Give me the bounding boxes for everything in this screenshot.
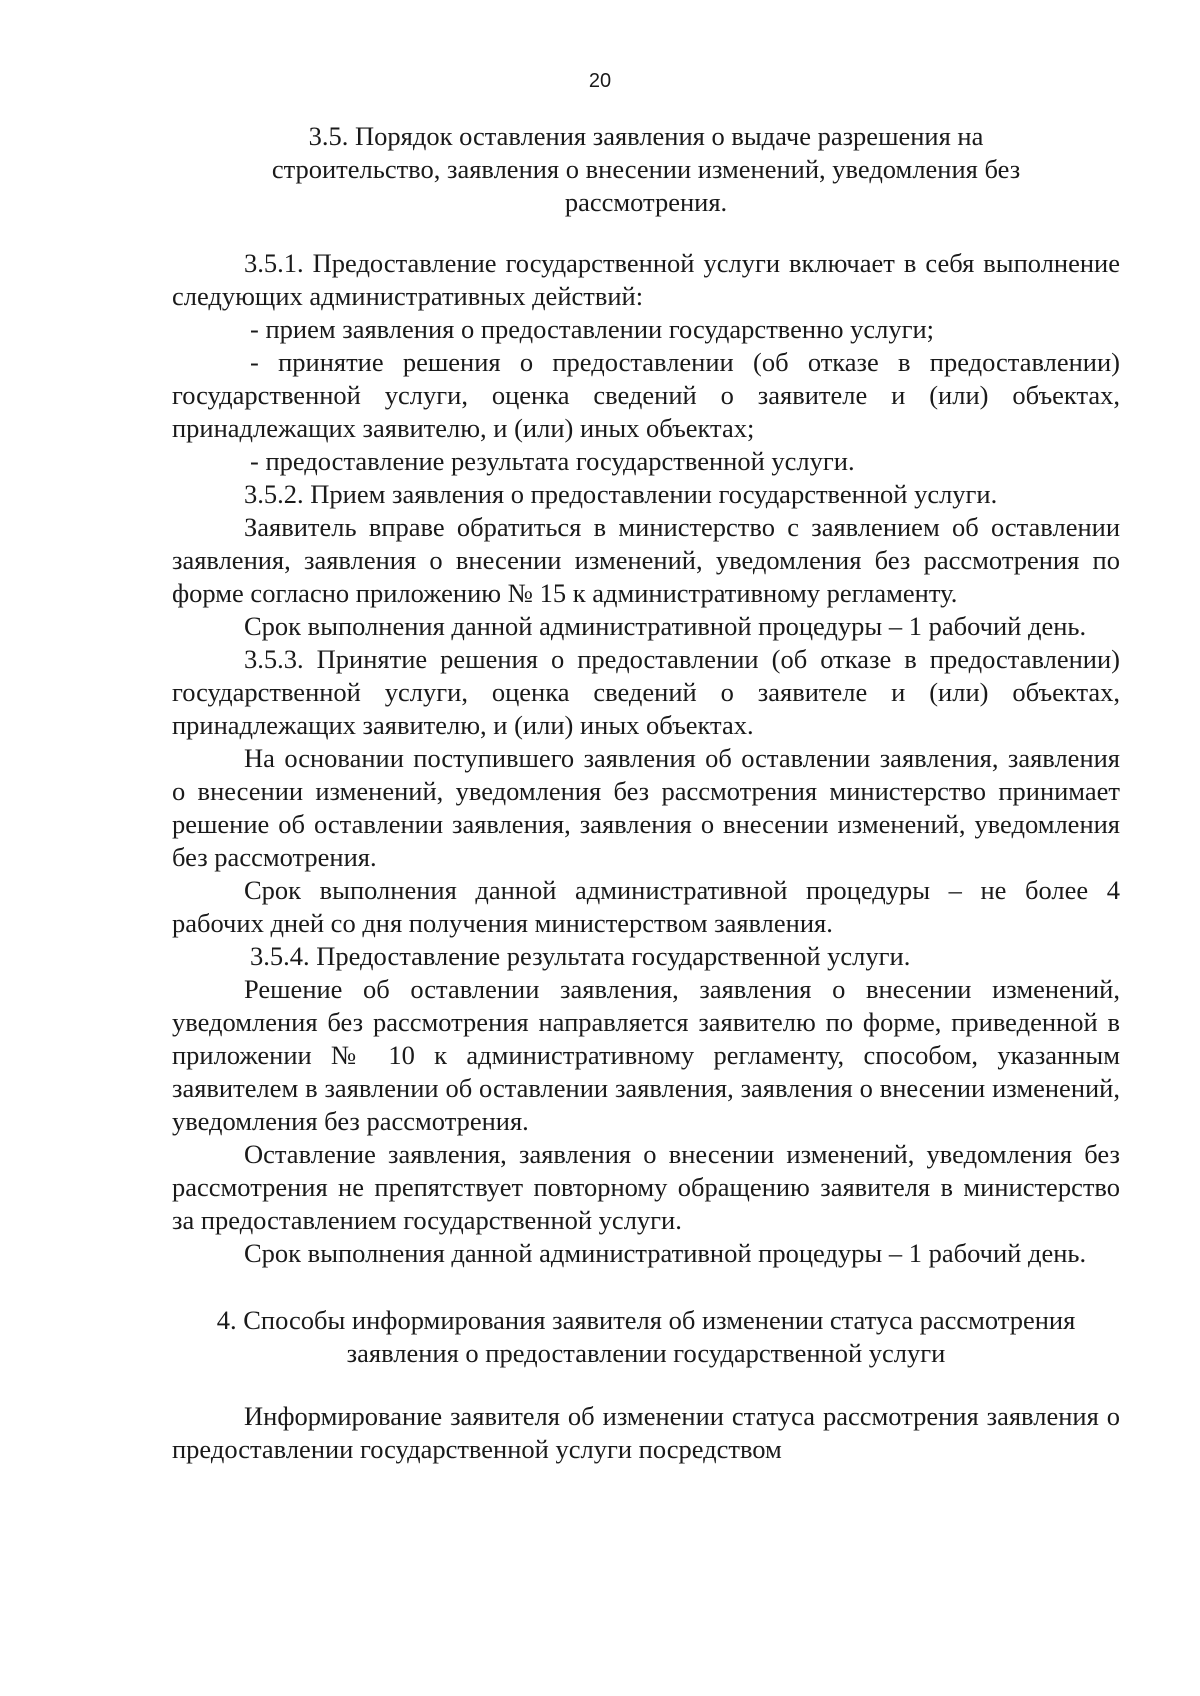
list-item: - прием заявления о предоставлении государственно услуги; [250,314,935,344]
paragraph-3-5-1: 3.5.1. Предоставление государственной услуги включает в себя выполнение следующих административных действий: [172,248,1120,311]
paragraph: Срок выполнения данной административной процедуры – 1 рабочий день. [244,611,1087,641]
paragraph: Оставление заявления, заявления о внесении изменений, уведомления без рассмотрения не препятствует повторному обращению заявителя в министерство за предоставлением государственной услуги. [172,1139,1120,1235]
paragraph: Заявитель вправе обратиться в министерство с заявлением об оставлении заявления, заявления о внесении изменений, уведомления без рассмотрения по форме согласно приложению № 15 к административному регламенту. [172,512,1120,608]
page-number: 20 [588,70,612,92]
document-body [172,120,1120,1466]
section-3-5-heading: 3.5. Порядок оставления заявления о выдаче разрешения на строительство, заявления о внесении изменений, уведомления без рассмотрения. [271,121,1021,217]
paragraph-3-5-4: 3.5.4. Предоставление результата государственной услуги. [250,941,911,971]
list-item: - принятие решения о предоставлении (об отказе в предоставлении) государственной услуги, оценка сведений о заявителе и (или) объектах, принадлежащих заявителю, и (или) иных объектах; [172,347,1120,443]
paragraph: На основании поступившего заявления об оставлении заявления, заявления о внесении изменений, уведомления без рассмотрения министерство принимает решение об оставлении заявления, заявления о внесении изменений, уведомления без рассмотрения. [172,743,1120,872]
list-item: - предоставление результата государственной услуги. [250,446,855,476]
paragraph-3-5-2: 3.5.2. Прием заявления о предоставлении государственной услуги. [244,479,998,509]
paragraph: Срок выполнения данной административной процедуры – не более 4 рабочих дней со дня получения министерством заявления. [172,875,1120,938]
paragraph: Срок выполнения данной административной процедуры – 1 рабочий день. [244,1238,1087,1268]
paragraph-3-5-3: 3.5.3. Принятие решения о предоставлении (об отказе в предоставлении) государственной услуги, оценка сведений о заявителе и (или) объектах, принадлежащих заявителю, и (или) иных объектах. [172,644,1120,740]
paragraph: Информирование заявителя об изменении статуса рассмотрения заявления о предоставлении государственной услуги посредством [172,1401,1120,1464]
section-4-heading: 4. Способы информирования заявителя об изменении статуса рассмотрения заявления о предоставлении государственной услуги [216,1305,1076,1368]
paragraph: Решение об оставлении заявления, заявления о внесении изменений, уведомления без рассмотрения направляется заявителю по форме, приведенной в приложении № 10 к административному регламенту, способом, указанным заявителем в заявлении об оставлении заявления, заявления о внесении изменений, уведомления без рассмотрения. [172,974,1120,1136]
